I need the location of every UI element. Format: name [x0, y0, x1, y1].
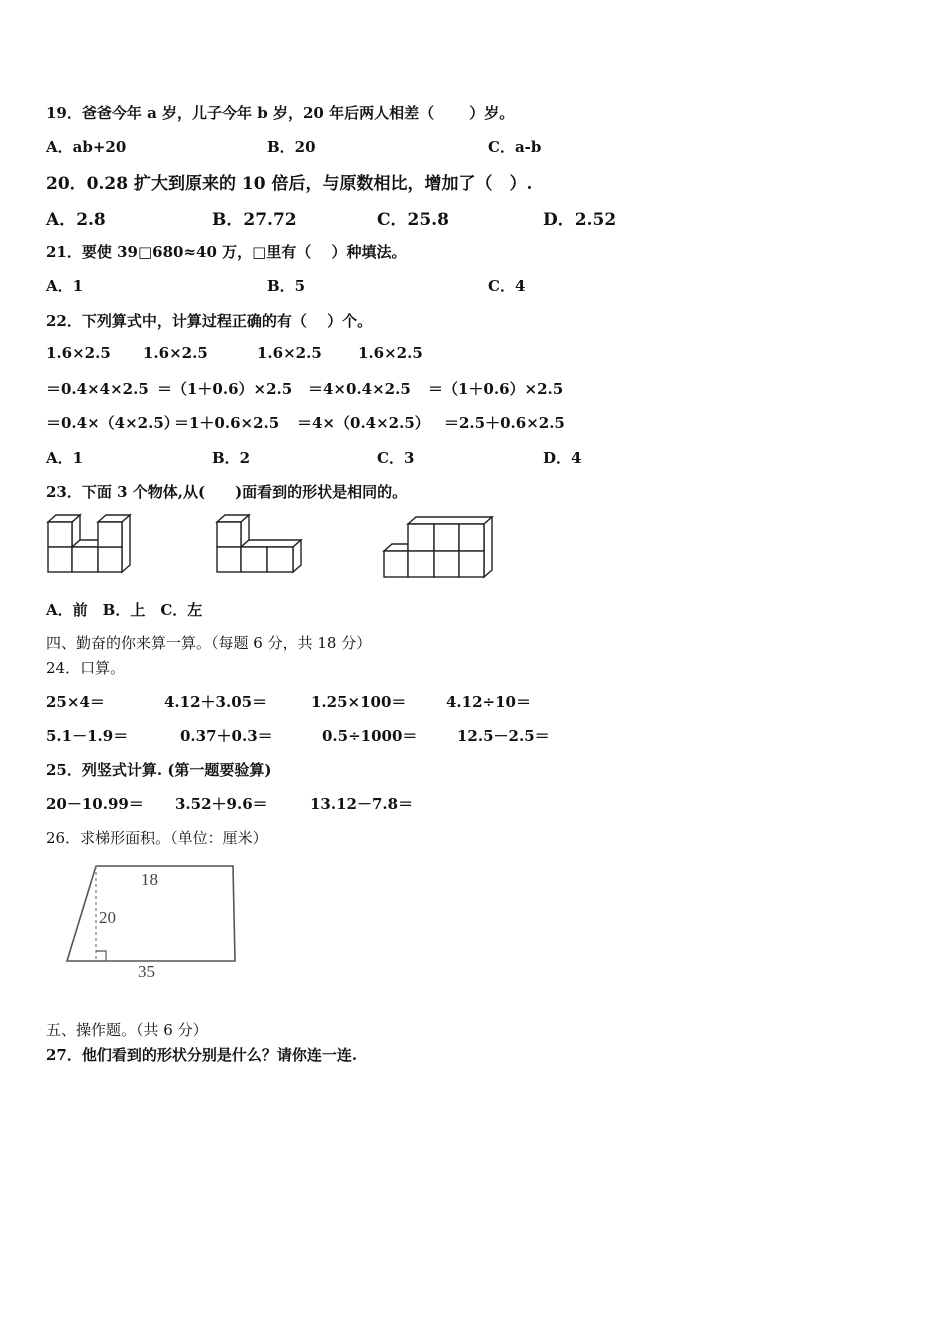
q25-item-3: 13.12－7.8＝: [310, 795, 414, 813]
trapezoid-height-label: 20: [99, 908, 116, 927]
q27-stem: 27．他们看到的形状分别是什么？请你连一连.: [46, 1046, 358, 1064]
cube-figure-1: [46, 512, 138, 578]
q24-item-6: 0.37＋0.3＝: [180, 727, 273, 745]
q22-calc-3-line-1: 1.6×2.5: [257, 344, 322, 362]
q24-item-8: 12.5－2.5＝: [457, 727, 550, 745]
q22-calc-4-line-1: 1.6×2.5: [358, 344, 423, 362]
q22-calc-1-line-3: ＝0.4×（4×2.5）: [46, 414, 179, 432]
q22-option-b[interactable]: B．2: [212, 449, 251, 467]
q23-options[interactable]: A．前 B．上 C．左: [46, 601, 203, 619]
cube-figure-2: [215, 512, 307, 578]
q26-stem: 26．求梯形面积。（单位：厘米）: [46, 829, 268, 847]
q24-item-3: 1.25×100＝: [311, 693, 407, 711]
q22-option-a[interactable]: A．1: [46, 449, 84, 467]
q22-calc-3-line-3: ＝4×（0.4×2.5）: [297, 414, 430, 432]
q20-option-a[interactable]: A．2.8: [46, 210, 106, 230]
q21-option-a[interactable]: A．1: [46, 277, 84, 295]
q21-option-c[interactable]: C．4: [488, 277, 526, 295]
q24-item-4: 4.12÷10＝: [446, 693, 531, 711]
q24-stem: 24．口算。: [46, 659, 126, 677]
q22-calc-2-line-2: ＝（1＋0.6）×2.5: [157, 380, 293, 398]
q20-option-b[interactable]: B．27.72: [212, 210, 297, 230]
q25-stem: 25．列竖式计算. (第一题要验算): [46, 761, 272, 779]
q22-stem: 22．下列算式中，计算过程正确的有（ ）个。: [46, 312, 373, 330]
section-4-title: 四、勤奋的你来算一算。（每题 6 分，共 18 分）: [46, 634, 372, 652]
cube-figure-3: [382, 512, 498, 582]
q24-item-1: 25×4＝: [46, 693, 105, 711]
q22-calc-1-line-2: ＝0.4×4×2.5: [46, 380, 149, 398]
q19-stem: 19．爸爸今年 a 岁，儿子今年 b 岁，20 年后两人相差（ ）岁。: [46, 104, 515, 122]
trapezoid-bottom-label: 35: [138, 962, 155, 981]
q22-calc-4-line-3: ＝2.5＋0.6×2.5: [444, 414, 565, 432]
q24-item-2: 4.12＋3.05＝: [164, 693, 268, 711]
q20-option-d[interactable]: D．2.52: [543, 210, 617, 230]
q25-item-2: 3.52＋9.6＝: [175, 795, 268, 813]
q22-calc-2-line-3: ＝1＋0.6×2.5: [174, 414, 280, 432]
trapezoid-top-label: 18: [141, 870, 158, 889]
q20-option-c[interactable]: C．25.8: [377, 210, 449, 230]
q19-option-a[interactable]: A．ab+20: [46, 138, 127, 156]
q22-calc-1-line-1: 1.6×2.5: [46, 344, 111, 362]
q22-calc-3-line-2: ＝4×0.4×2.5: [308, 380, 411, 398]
q22-option-d[interactable]: D．4: [543, 449, 582, 467]
q22-calc-2-line-1: 1.6×2.5: [143, 344, 208, 362]
q21-option-b[interactable]: B．5: [267, 277, 306, 295]
q22-option-c[interactable]: C．3: [377, 449, 415, 467]
q24-item-5: 5.1－1.9＝: [46, 727, 129, 745]
q24-item-7: 0.5÷1000＝: [322, 727, 418, 745]
q21-stem: 21．要使 39□680≈40 万，□里有（ ）种填法。: [46, 243, 407, 261]
section-5-title: 五、操作题。（共 6 分）: [46, 1021, 208, 1039]
trapezoid-figure: [60, 860, 245, 985]
q19-option-b[interactable]: B．20: [267, 138, 316, 156]
q23-stem: 23．下面 3 个物体,从( )面看到的形状是相同的。: [46, 483, 408, 501]
q25-item-1: 20－10.99＝: [46, 795, 144, 813]
q19-option-c[interactable]: C．a-b: [488, 138, 542, 156]
q22-calc-4-line-2: ＝（1＋0.6）×2.5: [428, 380, 564, 398]
q20-stem: 20．0.28 扩大到原来的 10 倍后，与原数相比，增加了（ ）.: [46, 174, 533, 194]
